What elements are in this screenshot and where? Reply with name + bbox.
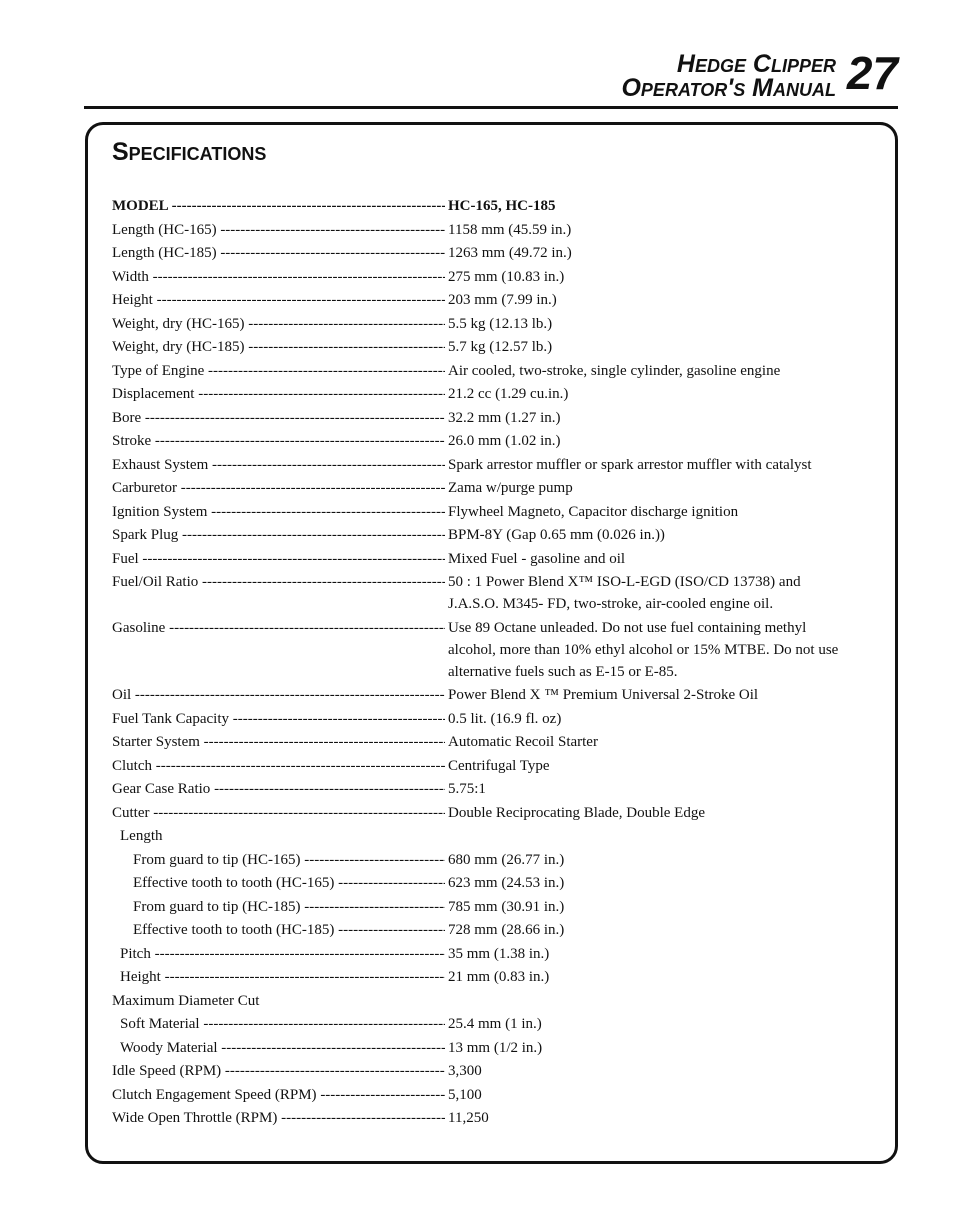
- spec-label: Cutter -----: [112, 802, 445, 824]
- spec-value: [448, 1037, 872, 1059]
- spec-label: Stroke -----: [112, 430, 445, 452]
- spec-value: [448, 524, 872, 546]
- spec-row: [112, 1037, 872, 1059]
- page-header: [84, 48, 898, 109]
- spec-value: [448, 219, 872, 241]
- spec-value: [448, 477, 872, 499]
- spec-row: [112, 755, 872, 777]
- spec-row: [112, 617, 872, 683]
- spec-value-line: alternative fuels such as E-15 or E-85.: [448, 663, 678, 680]
- spec-value-line: BPM-8Y (Gap 0.65 mm (0.026 in.)): [448, 527, 665, 543]
- spec-value-line: 203 mm (7.99 in.): [448, 292, 557, 308]
- spec-value: [448, 778, 872, 800]
- spec-value-line: Zama w/purge pump: [448, 480, 573, 496]
- spec-value-line: 32.2 mm (1.27 in.): [448, 409, 561, 426]
- spec-row: [112, 360, 872, 382]
- spec-value-line: Power Blend X ™ Premium Universal 2-Stroke Oil: [448, 687, 759, 703]
- spec-value: [448, 872, 872, 894]
- spec-label: Idle Speed (RPM) -----: [112, 1060, 445, 1082]
- spec-value: [448, 1060, 872, 1082]
- spec-label: Displacement -----: [112, 383, 445, 405]
- spec-heading: [112, 990, 872, 1012]
- spec-row: [112, 684, 872, 706]
- spec-label: Carburetor -----: [112, 477, 445, 499]
- spec-row: [112, 943, 872, 965]
- spec-value-line: 50 : 1 Power Blend X™ ISO-L-EGD (ISO/CD 13738) and: [448, 574, 801, 590]
- spec-row: [112, 896, 872, 918]
- spec-label: Woody Material -----: [120, 1037, 445, 1059]
- spec-row: [112, 219, 872, 241]
- spec-value-line: 5,100: [448, 1086, 482, 1103]
- spec-value-line: J.A.S.O. M345- FD, two-stroke, air-cooled engine oil.: [448, 596, 774, 612]
- spec-label: Clutch -----: [112, 755, 445, 777]
- spec-value-line: Automatic Recoil Starter: [448, 734, 598, 750]
- spec-row: [112, 1107, 872, 1129]
- spec-label: Clutch Engagement Speed (RPM) -----: [112, 1084, 445, 1106]
- spec-list: [112, 195, 872, 1131]
- spec-value-line: 26.0 mm (1.02 in.): [448, 433, 561, 449]
- spec-label: Fuel -----: [112, 548, 445, 570]
- spec-row: [112, 919, 872, 941]
- spec-row: [112, 336, 872, 358]
- spec-value-line: 275 mm (10.83 in.): [448, 268, 565, 285]
- spec-label: Wide Open Throttle (RPM) -----: [112, 1107, 445, 1129]
- spec-value-line: Double Reciprocating Blade, Double Edge: [448, 804, 706, 821]
- page-number: 27: [846, 47, 898, 99]
- spec-heading: [112, 825, 872, 847]
- spec-value: [448, 313, 872, 335]
- spec-value: [448, 943, 872, 965]
- spec-label: Effective tooth to tooth (HC-185) -----: [133, 919, 445, 941]
- spec-label: Weight, dry (HC-165) -----: [112, 313, 445, 335]
- spec-label: Gasoline -----: [112, 617, 445, 639]
- spec-label: MODEL -----: [112, 195, 445, 217]
- spec-label: Soft Material -----: [120, 1013, 445, 1035]
- spec-label: Starter System -----: [112, 731, 445, 753]
- spec-value-line: 5.7 kg (12.57 lb.): [448, 339, 553, 355]
- spec-value-line: alcohol, more than 10% ethyl alcohol or 15% MTBE. Do not use: [448, 641, 839, 658]
- spec-value-line: 5.5 kg (12.13 lb.): [448, 315, 553, 332]
- spec-value: [448, 454, 872, 476]
- spec-label: Pitch -----: [120, 943, 445, 965]
- spec-value-line: 1263 mm (49.72 in.): [448, 245, 572, 261]
- spec-label: From guard to tip (HC-185) -----: [133, 896, 445, 918]
- spec-value-line: 5.75:1: [448, 781, 486, 797]
- spec-value: [448, 849, 872, 871]
- spec-row: [112, 195, 872, 217]
- manual-title: [621, 52, 836, 100]
- spec-value-line: Use 89 Octane unleaded. Do not use fuel containing methyl: [448, 619, 807, 636]
- spec-value-line: 35 mm (1.38 in.): [448, 945, 550, 962]
- spec-row: [112, 1060, 872, 1082]
- manual-title-line1: Hedge Clipper: [676, 50, 836, 78]
- spec-row: [112, 266, 872, 288]
- spec-value-line: 1158 mm (45.59 in.): [448, 221, 572, 238]
- spec-value: [448, 501, 872, 523]
- spec-row: [112, 571, 872, 615]
- spec-value: [448, 1107, 872, 1129]
- spec-row: [112, 966, 872, 988]
- spec-label: Width -----: [112, 266, 445, 288]
- spec-value: [448, 336, 872, 358]
- spec-row: [112, 524, 872, 546]
- spec-value: [448, 802, 872, 824]
- spec-row: [112, 430, 872, 452]
- spec-row: [112, 313, 872, 335]
- spec-label: Exhaust System -----: [112, 454, 445, 476]
- spec-value: [448, 383, 872, 405]
- spec-value-line: 25.4 mm (1 in.): [448, 1016, 542, 1032]
- spec-value: [448, 195, 872, 217]
- spec-row: [112, 454, 872, 476]
- spec-value-line: 728 mm (28.66 in.): [448, 922, 565, 938]
- spec-value-line: 13 mm (1/2 in.): [448, 1039, 543, 1056]
- spec-value-line: Centrifugal Type: [448, 757, 550, 774]
- spec-value: [448, 430, 872, 452]
- spec-value: [448, 708, 872, 730]
- spec-label: Fuel/Oil Ratio -----: [112, 571, 445, 593]
- spec-value-line: HC-165, HC-185: [448, 198, 556, 214]
- spec-value: [448, 360, 872, 382]
- spec-value-line: 680 mm (26.77 in.): [448, 851, 565, 868]
- spec-row: [112, 477, 872, 499]
- spec-value-line: Air cooled, two-stroke, single cylinder, gasoline engine: [448, 362, 781, 379]
- spec-heading-text: Maximum Diameter Cut: [112, 992, 260, 1009]
- spec-row: [112, 802, 872, 824]
- spec-row: [112, 548, 872, 570]
- spec-value-line: 11,250: [448, 1110, 489, 1126]
- spec-value: [448, 896, 872, 918]
- spec-label: Height -----: [120, 966, 445, 988]
- spec-label: From guard to tip (HC-165) -----: [133, 849, 445, 871]
- spec-label: Fuel Tank Capacity -----: [112, 708, 445, 730]
- spec-value-line: 623 mm (24.53 in.): [448, 875, 565, 891]
- spec-value-line: Spark arrestor muffler or spark arrestor muffler with catalyst: [448, 456, 812, 473]
- spec-row: [112, 1013, 872, 1035]
- spec-label: Effective tooth to tooth (HC-165) -----: [133, 872, 445, 894]
- spec-label: Length (HC-165) -----: [112, 219, 445, 241]
- spec-value: [448, 731, 872, 753]
- spec-value: [448, 919, 872, 941]
- spec-row: [112, 289, 872, 311]
- spec-value: [448, 684, 872, 706]
- spec-value-line: Flywheel Magneto, Capacitor discharge ignition: [448, 503, 739, 520]
- spec-value-line: 785 mm (30.91 in.): [448, 898, 565, 915]
- spec-value: [448, 266, 872, 288]
- spec-value: [448, 407, 872, 429]
- spec-label: Gear Case Ratio -----: [112, 778, 445, 800]
- spec-row: [112, 407, 872, 429]
- spec-label: Length (HC-185) -----: [112, 242, 445, 264]
- spec-value: [448, 1084, 872, 1106]
- spec-value: [448, 571, 872, 615]
- spec-value: [448, 617, 872, 683]
- spec-label: Height -----: [112, 289, 445, 311]
- spec-label: Ignition System -----: [112, 501, 445, 523]
- spec-row: [112, 849, 872, 871]
- manual-title-line2: Operator's Manual: [621, 74, 836, 102]
- spec-label: Spark Plug -----: [112, 524, 445, 546]
- spec-value: [448, 755, 872, 777]
- spec-value: [448, 966, 872, 988]
- spec-value: [448, 242, 872, 264]
- spec-row: [112, 242, 872, 264]
- spec-value: [448, 548, 872, 570]
- spec-value-line: 3,300: [448, 1063, 482, 1079]
- spec-row: [112, 1084, 872, 1106]
- section-title: Specifications: [112, 138, 267, 166]
- spec-row: [112, 501, 872, 523]
- spec-row: [112, 872, 872, 894]
- spec-label: Oil -----: [112, 684, 445, 706]
- spec-row: [112, 383, 872, 405]
- spec-value: [448, 289, 872, 311]
- spec-value-line: 21 mm (0.83 in.): [448, 969, 550, 985]
- spec-row: [112, 778, 872, 800]
- spec-row: [112, 708, 872, 730]
- spec-row: [112, 731, 872, 753]
- spec-label: Weight, dry (HC-185) -----: [112, 336, 445, 358]
- spec-label: Type of Engine -----: [112, 360, 445, 382]
- spec-value: [448, 1013, 872, 1035]
- spec-value-line: 21.2 cc (1.29 cu.in.): [448, 386, 569, 402]
- spec-value-line: 0.5 lit. (16.9 fl. oz): [448, 710, 562, 727]
- spec-label: Bore -----: [112, 407, 445, 429]
- spec-value-line: Mixed Fuel - gasoline and oil: [448, 550, 626, 567]
- spec-heading-text: Length: [120, 828, 163, 844]
